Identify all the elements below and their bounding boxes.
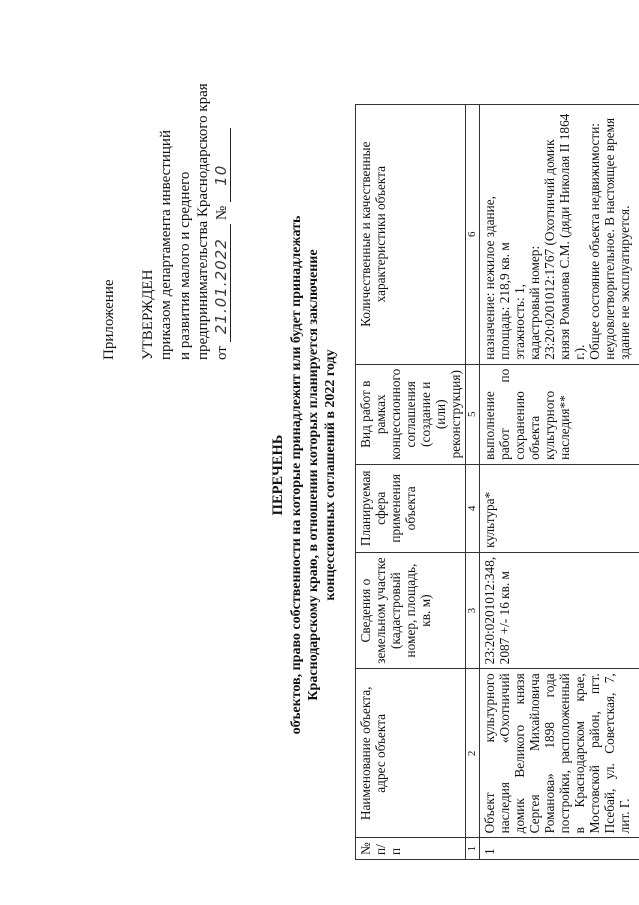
document-heading (270, 175, 339, 775)
object-characteristics: назначение: нежилое здание, площадь: 218,9 кв. м этажность: 1, кадастровый номер: 23:20:0201012:1767 (Охотничий домик князя Романова С.М. (дяди Николая II 1864 г.). Общее состояние объекта недвижимости: неудовлетворительное. В настоящее время здание не эксплуатируется. (480, 104, 639, 364)
approval-date-number-row (213, 20, 232, 360)
document-title: ПЕРЕЧЕНЬ (270, 434, 286, 516)
header-name-address: Наименование объекта, адрес объекта (356, 669, 466, 838)
heading-line-2: Краснодарскому краю, в отношении которых планируется заключение (306, 249, 321, 701)
column-number: 2 (466, 669, 480, 838)
column-number: 6 (466, 104, 480, 364)
handwritten-date: 21.01.2022 (211, 238, 230, 335)
row-number: 1 (480, 838, 639, 860)
heading-line-3: концессионных соглашений в 2022 году (323, 349, 338, 601)
approval-line-2: и развития малого и среднего (176, 171, 193, 360)
header-land-plot: Сведения о земельном участке (кадастровый номер, площадь, кв. м) (356, 552, 466, 669)
header-number: № п/п (356, 838, 466, 860)
approved-label: УТВЕРЖДЕН (139, 269, 156, 360)
object-name-address: Объект культурного наследия «Охотничий домик Великого князя Сергея Михайловича Романова» 1898 года постройки, расположенный в Краснодарском крае, Мостовской район, пгт. Псебай, ул. Советская, 7, лит. Г. (480, 669, 639, 838)
works-type: выполнение работ по сохранению объекта культурного наследия** (480, 364, 639, 464)
approval-line-1: приказом департамента инвестиций (158, 130, 174, 360)
approval-block (100, 20, 231, 360)
heading-line-1: объектов, право собственности на которые принадлежит или будет принадлежать (289, 215, 304, 735)
table-row (480, 104, 639, 859)
number-label: № (213, 205, 230, 221)
header-characteristics: Количественные и качественные характеристики объекта (356, 104, 466, 364)
objects-table (355, 104, 639, 860)
column-number: 3 (466, 552, 480, 669)
handwritten-number: 10 (211, 164, 230, 186)
column-number-row (466, 104, 480, 859)
land-plot-info: 23:20:0201012:348, 2087 +/- 16 кв. м (480, 552, 639, 669)
application-sphere: культура* (480, 464, 639, 552)
column-number: 1 (466, 838, 480, 860)
header-works: Вид работ в рамках концессионного соглашения (создание и (или) реконструкция) (356, 364, 466, 464)
from-label: от (213, 346, 230, 360)
appendix-label: Приложение (101, 279, 117, 360)
number-blank (211, 128, 231, 202)
table-header-row (356, 104, 466, 859)
date-blank (211, 224, 231, 342)
approval-line-3: предпринимательства Краснодарского края (195, 83, 211, 360)
column-number: 4 (466, 464, 480, 552)
column-number: 5 (466, 364, 480, 464)
header-sphere: Планируемая сфера применения объекта (356, 464, 466, 552)
